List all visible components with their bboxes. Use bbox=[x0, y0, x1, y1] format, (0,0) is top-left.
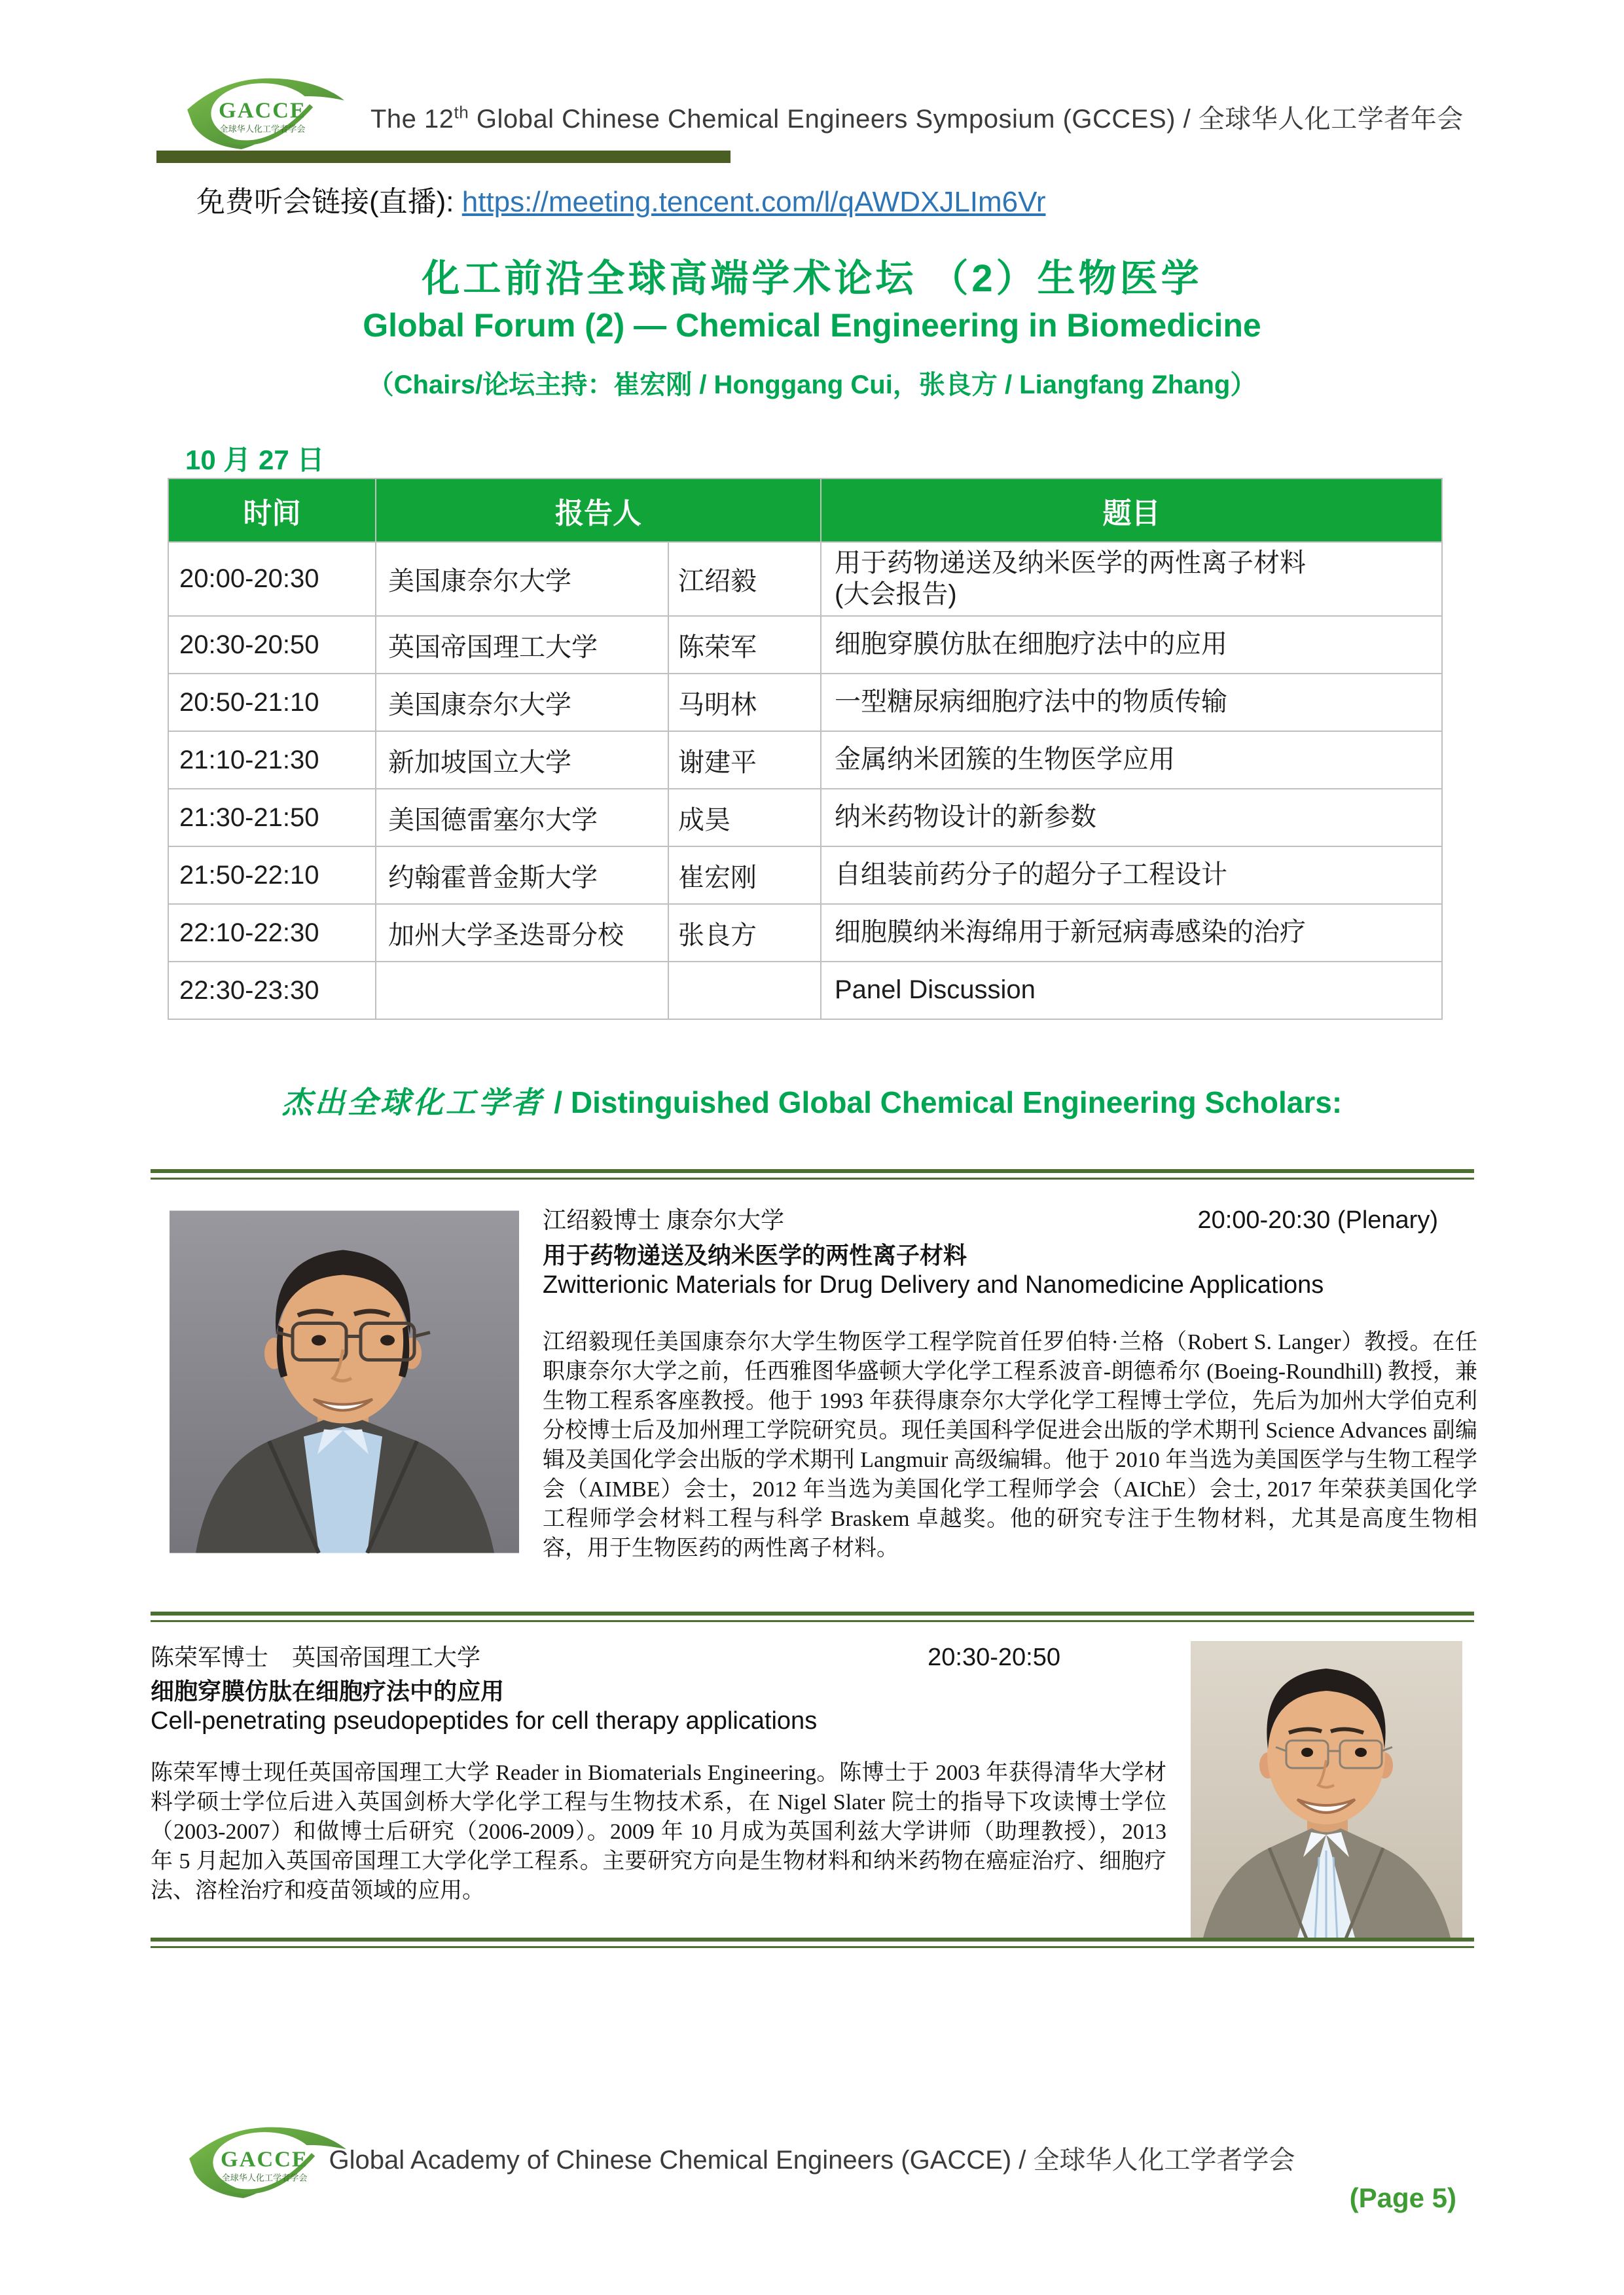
schedule-table bbox=[168, 478, 1443, 1020]
forum-title-cn: 化工前沿全球高端学术论坛 （2）生物医学 bbox=[422, 257, 1202, 300]
cell-speaker: 张良方 bbox=[668, 904, 821, 962]
scholar1-topic-cn: 用于药物递送及纳米医学的两性离子材料 bbox=[543, 1242, 967, 1269]
page-number: (Page 5) bbox=[1349, 2182, 1456, 2213]
cell-affiliation: 加州大学圣迭哥分校 bbox=[376, 904, 668, 962]
table-row bbox=[168, 616, 1442, 674]
cell-affiliation: 美国康奈尔大学 bbox=[376, 674, 668, 731]
table-row bbox=[168, 904, 1442, 962]
cell-affiliation bbox=[376, 962, 668, 1019]
cell-topic: 纳米药物设计的新参数 bbox=[821, 789, 1442, 846]
meeting-link[interactable]: https://meeting.tencent.com/l/qAWDXJLIm6Vr bbox=[461, 186, 1046, 218]
cell-affiliation: 美国德雷塞尔大学 bbox=[376, 789, 668, 846]
cell-speaker bbox=[668, 962, 821, 1019]
logo-cn-text: 全球华人化工学者学会 bbox=[219, 124, 306, 134]
symposium-title bbox=[370, 98, 1483, 136]
header-rule-bar bbox=[156, 151, 731, 163]
cell-speaker: 成昊 bbox=[668, 789, 821, 846]
cell-time: 20:50-21:10 bbox=[168, 674, 376, 731]
logo-cn-text: 全球华人化工学者学会 bbox=[221, 2173, 308, 2183]
schedule-header-row bbox=[168, 479, 1442, 542]
forum-chairs: （Chairs/论坛主持：崔宏刚 / Honggang Cui，张良方 / Liangfang Zhang） bbox=[367, 370, 1257, 399]
scholars-heading-cn: 杰出全球化工学者 bbox=[281, 1086, 554, 1119]
gacce-logo bbox=[182, 71, 347, 154]
topic-line2: (大会报告) bbox=[835, 579, 957, 609]
cell-topic: Panel Discussion bbox=[821, 962, 1442, 1019]
cell-affiliation: 英国帝国理工大学 bbox=[376, 616, 668, 674]
scholar1-name-line bbox=[543, 1202, 1476, 1235]
section-divider bbox=[151, 1938, 1474, 1948]
scholar-photo-jiang-shaoyi bbox=[170, 1210, 519, 1553]
cell-time: 22:10-22:30 bbox=[168, 904, 376, 962]
cell-speaker: 马明林 bbox=[668, 674, 821, 731]
live-link-line bbox=[196, 178, 1046, 220]
col-header-time: 时间 bbox=[168, 479, 376, 542]
scholar1-time: 20:00-20:30 (Plenary) bbox=[1197, 1206, 1438, 1234]
cell-topic bbox=[821, 542, 1442, 616]
table-row bbox=[168, 789, 1442, 846]
scholar-photo-chen-rongjun bbox=[1191, 1641, 1462, 1940]
cell-speaker: 江绍毅 bbox=[668, 542, 821, 616]
live-link-label: 免费听会链接(直播): bbox=[196, 186, 462, 218]
logo-acronym: GACCE bbox=[221, 2146, 308, 2172]
forum-title-en: Global Forum (2) — Chemical Engineering in Biomedicine bbox=[363, 307, 1261, 344]
scholar2-bio: 陈荣军博士现任英国帝国理工大学 Reader in Biomaterials Engineering。陈博士于 2003 年获得清华大学材料学硕士学位后进入英国剑桥大学化学工程与生物技术系，在 Nigel Slater 院士的指导下攻读博士学位（2003-2007）和做博士后研究（2006-2009）。2009 年 10 月成为英国利兹大学讲师（助理教授），2013 年 5 月起加入英国帝国理工大学化学工程系。主要研究方向是生物材料和纳米药物在癌症治疗、细胞疗法、溶栓治疗和疫苗领域的应用。 bbox=[151, 1761, 1166, 1903]
scholar2-topic-cn: 细胞穿膜仿肽在细胞疗法中的应用 bbox=[151, 1678, 505, 1705]
cell-topic: 自组装前药分子的超分子工程设计 bbox=[821, 846, 1442, 904]
symposium-title-ordinal: th bbox=[454, 102, 469, 122]
cell-topic: 细胞穿膜仿肽在细胞疗法中的应用 bbox=[821, 616, 1442, 674]
scholar1-bio: 江绍毅现任美国康奈尔大学生物医学工程学院首任罗伯特·兰格（Robert S. Langer）教授。在任职康奈尔大学之前，任西雅图华盛顿大学化学工程系波音-朗德希尔 (Boeing-Roundhill) 教授，兼生物工程系客座教授。他于 1993 年获得康奈尔大学化学工程博士学位，先后为加州大学伯克利分校博士后及加州理工学院研究员。现任美国科学促进会出版的学术期刊 Science Advances 副编辑及美国化学会出版的学术期刊 Langmuir 高级编辑。他于 2010 年当选为美国医学与生物工程学会（AIMBE）会士，2012 年当选为美国化学工程师学会（AIChE）会士, 2017 年荣获美国化学工程师学会材料工程与科学 Braskem 卓越奖。他的研究专注于生物材料，尤其是高度生物相容，用于生物医药的两性离子材料。 bbox=[543, 1330, 1477, 1561]
table-row bbox=[168, 542, 1442, 616]
scholar2-name: 陈荣军博士 英国帝国理工大学 bbox=[151, 1644, 481, 1671]
cell-topic: 一型糖尿病细胞疗法中的物质传输 bbox=[821, 674, 1442, 731]
table-row bbox=[168, 962, 1442, 1019]
cell-speaker: 谢建平 bbox=[668, 731, 821, 789]
cell-time: 21:10-21:30 bbox=[168, 731, 376, 789]
table-row bbox=[168, 846, 1442, 904]
symposium-title-post: Global Chinese Chemical Engineers Symposium (GCCES) / 全球华人化工学者年会 bbox=[469, 105, 1464, 134]
col-header-topic: 题目 bbox=[821, 479, 1442, 542]
cell-topic: 细胞膜纳米海绵用于新冠病毒感染的治疗 bbox=[821, 904, 1442, 962]
scholars-section-heading bbox=[0, 1079, 1624, 1122]
col-header-speaker: 报告人 bbox=[376, 479, 821, 542]
cell-time: 20:30-20:50 bbox=[168, 616, 376, 674]
footer-text: Global Academy of Chinese Chemical Engineers (GACCE) / 全球华人化工学者学会 bbox=[329, 2146, 1295, 2175]
section-divider bbox=[151, 1169, 1474, 1180]
cell-time: 21:30-21:50 bbox=[168, 789, 376, 846]
symposium-title-pre: The 12 bbox=[370, 105, 454, 134]
cell-time: 21:50-22:10 bbox=[168, 846, 376, 904]
table-row bbox=[168, 674, 1442, 731]
section-divider bbox=[151, 1612, 1474, 1622]
cell-affiliation: 美国康奈尔大学 bbox=[376, 542, 668, 616]
scholar2-topic-en: Cell-penetrating pseudopeptides for cell therapy applications bbox=[151, 1707, 818, 1735]
session-date: 10 月 27 日 bbox=[185, 444, 325, 475]
scholars-heading-en: / Distinguished Global Chemical Engineering Scholars: bbox=[554, 1085, 1343, 1119]
cell-time: 22:30-23:30 bbox=[168, 962, 376, 1019]
cell-speaker: 崔宏刚 bbox=[668, 846, 821, 904]
scholar1-name: 江绍毅博士 康奈尔大学 bbox=[543, 1207, 785, 1233]
logo-acronym: GACCE bbox=[219, 98, 306, 123]
table-row bbox=[168, 731, 1442, 789]
cell-topic: 金属纳米团簇的生物医学应用 bbox=[821, 731, 1442, 789]
cell-time: 20:00-20:30 bbox=[168, 542, 376, 616]
topic-line1: 用于药物递送及纳米医学的两性离子材料 bbox=[835, 549, 1306, 578]
cell-affiliation: 新加坡国立大学 bbox=[376, 731, 668, 789]
scholar2-name-line bbox=[151, 1639, 1159, 1672]
cell-speaker: 陈荣军 bbox=[668, 616, 821, 674]
cell-affiliation: 约翰霍普金斯大学 bbox=[376, 846, 668, 904]
scholar1-topic-en: Zwitterionic Materials for Drug Delivery and Nanomedicine Applications bbox=[543, 1271, 1324, 1299]
scholar2-time: 20:30-20:50 bbox=[928, 1644, 1060, 1671]
